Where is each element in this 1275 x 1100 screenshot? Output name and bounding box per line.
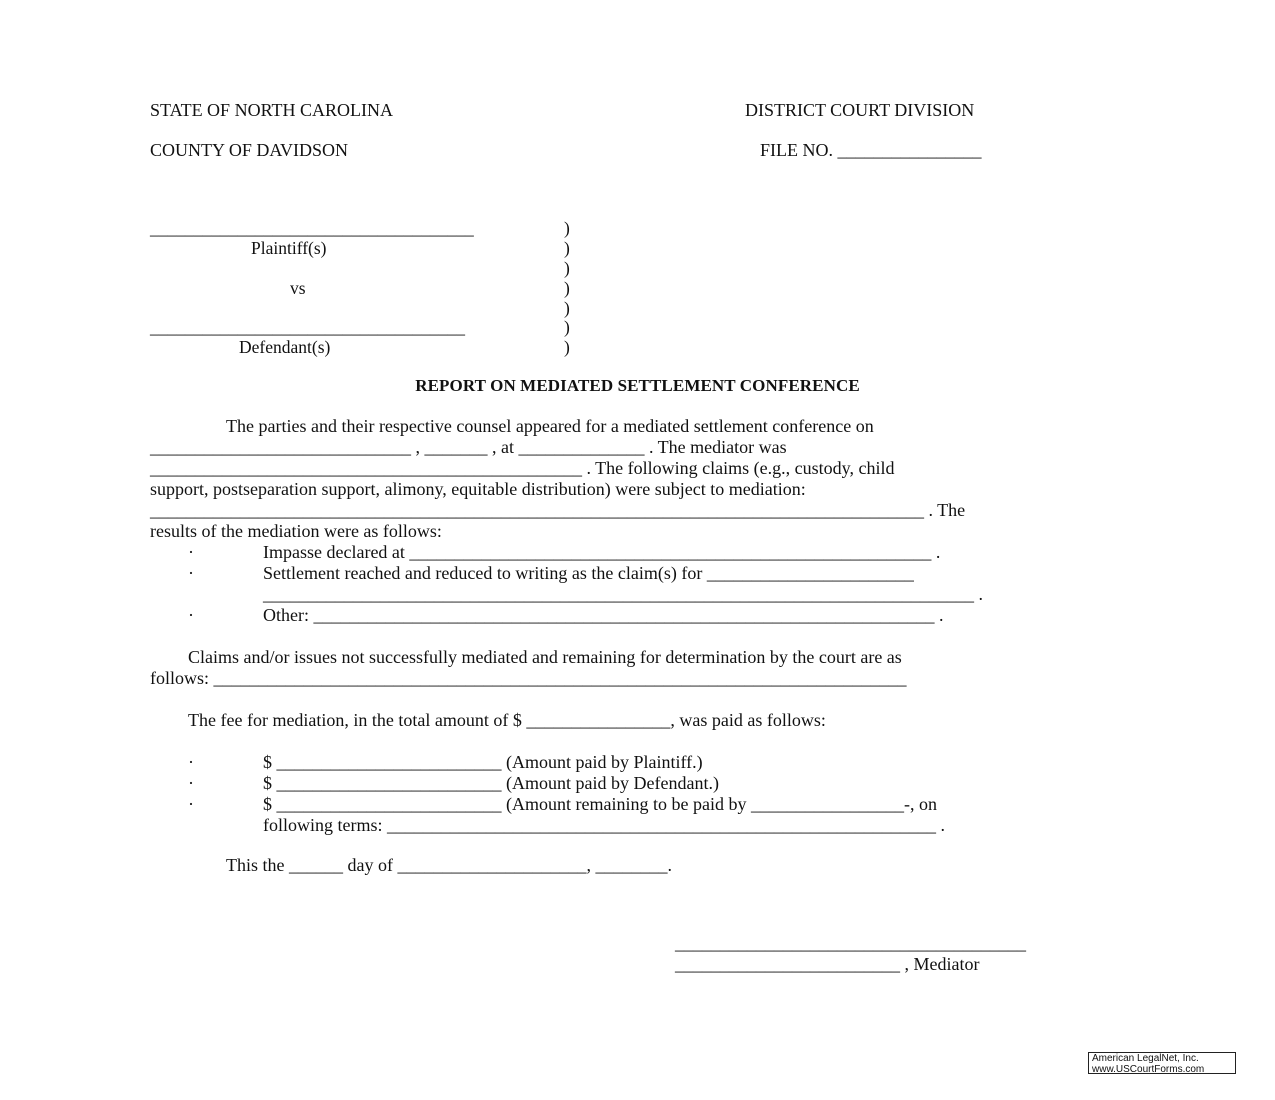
publisher-stamp [1088,1052,1236,1074]
fee-total-line[interactable]: The fee for mediation, in the total amount of $ ________________, was paid as follows: [188,710,826,730]
fee-defendant-line[interactable]: $ _________________________ (Amount paid by Defendant.) [263,773,719,793]
paragraph-line: The parties and their respective counsel appeared for a mediated settlement conference on [226,416,874,436]
signature-line[interactable]: _______________________________________ [675,933,1026,953]
caption-paren: ) [564,337,570,357]
mediator-name-line[interactable]: ________________________________________________ . The following claims (e.g., custody, child [150,458,895,478]
bullet-point: · [188,794,194,814]
file-number-field[interactable]: FILE NO. ________________ [760,140,982,160]
defendant-name-line[interactable]: ____________________________________ [150,317,465,337]
bullet-point: · [188,773,194,793]
paragraph-line: support, postseparation support, alimony, equitable distribution) were subject to mediation: [150,479,806,499]
caption-paren: ) [564,278,570,298]
caption-paren: ) [564,298,570,318]
fee-terms-line[interactable]: following terms: _____________________________________________________________ . [263,815,945,835]
settlement-continuation-line[interactable]: _______________________________________________________________________________ . [263,584,983,604]
plaintiff-label: Plaintiff(s) [251,238,327,258]
division-heading: DISTRICT COURT DIVISION [745,100,975,120]
bullet-point: · [188,605,194,625]
county-heading: COUNTY OF DAVIDSON [150,140,349,160]
bullet-point: · [188,542,194,562]
settlement-item[interactable]: Settlement reached and reduced to writing as the claim(s) for _______________________ [263,563,914,583]
claims-line[interactable]: ______________________________________________________________________________________ . The [150,500,966,520]
fee-plaintiff-line[interactable]: $ _________________________ (Amount paid by Plaintiff.) [263,752,703,772]
defendant-label: Defendant(s) [239,337,331,357]
paragraph-line: Claims and/or issues not successfully mediated and remaining for determination by the court are as [188,647,902,667]
impasse-item[interactable]: Impasse declared at __________________________________________________________ . [263,542,941,562]
bullet-point: · [188,752,194,772]
unresolved-claims-line[interactable]: follows: _____________________________________________________________________________ [150,668,907,688]
stamp-website: www.USCourtForms.com [1092,1063,1205,1075]
plaintiff-name-line[interactable]: _____________________________________ [150,218,474,238]
conference-date-time-line[interactable]: _____________________________ , _______ , at ______________ . The mediator was [150,437,787,457]
date-line[interactable]: This the ______ day of _____________________, ________. [226,855,672,875]
state-heading: STATE OF NORTH CAROLINA [150,100,393,120]
bullet-point: · [188,563,194,583]
caption-paren: ) [564,258,570,278]
other-item[interactable]: Other: _____________________________________________________________________ . [263,605,944,625]
document-title: REPORT ON MEDIATED SETTLEMENT CONFERENCE [415,376,860,395]
mediator-signature-line[interactable]: _________________________ , Mediator [675,954,980,974]
stamp-company: American LegalNet, Inc. [1092,1053,1199,1064]
paragraph-line: results of the mediation were as follows: [150,521,442,541]
caption-paren: ) [564,218,570,238]
caption-paren: ) [564,238,570,258]
versus-label: vs [290,278,306,298]
fee-remaining-line[interactable]: $ _________________________ (Amount remaining to be paid by _________________-, on [263,794,937,814]
caption-paren: ) [564,317,570,337]
